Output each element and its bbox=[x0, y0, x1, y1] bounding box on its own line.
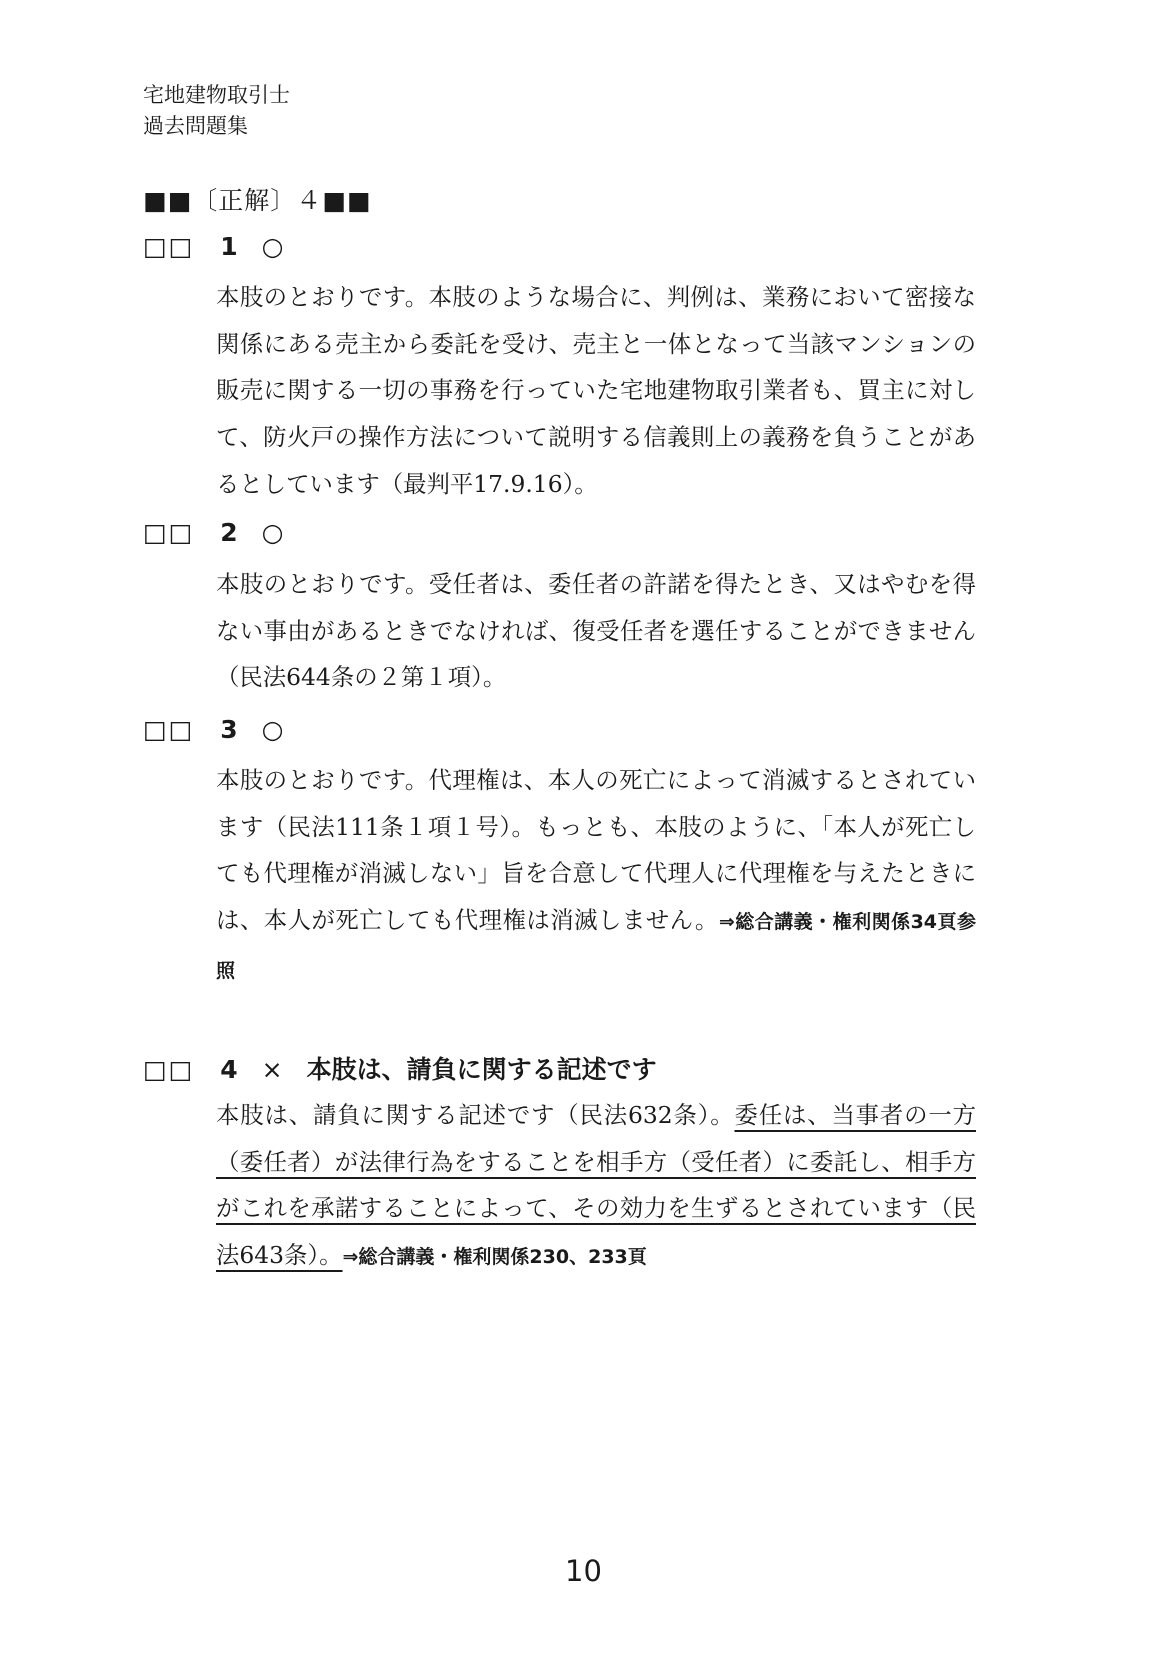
underlined-text: 委任は、当事者の一方（委任者）が法律行為をすることを相手方（受任者）に委託し、相手方がこれを承諾することによって、その効力を生ずるとされています（民法643条）。 bbox=[216, 1101, 977, 1270]
section-text: 本肢のとおりです。本肢のような場合に、判例は、業務において密接な関係にある売主から委託を受け、売主と一体となって当該マンションの販売に関する一切の事務を行っていた宅地建物取引業者も、買主に対して、防火戸の操作方法について説明する信義則上の義務を負うことがあるとしています（最判平17.9.16）。 bbox=[216, 283, 976, 498]
section-text: 本肢のとおりです。代理権は、本人の死亡によって消滅するとされています（民法111条１項１号）。もっとも、本肢のように、「本人が死亡しても代理権が消滅しない」旨を合意して代理人に代理権を与えたときには、本人が死亡しても代理権は消滅しません。 bbox=[216, 766, 977, 935]
correct-mark-icon: ○ bbox=[261, 715, 284, 744]
page-number: 10 bbox=[565, 1554, 602, 1588]
section-body-3 bbox=[216, 757, 976, 995]
section-title: 本肢は、請負に関する記述です bbox=[306, 1055, 657, 1084]
section-heading-4 bbox=[143, 1050, 657, 1086]
document-header bbox=[143, 80, 290, 142]
section-heading-2 bbox=[143, 518, 307, 547]
checkbox-marks: □□ bbox=[143, 232, 195, 261]
section-number: 1 bbox=[220, 232, 238, 261]
section-number: 3 bbox=[220, 715, 238, 744]
section-number: 2 bbox=[220, 518, 238, 547]
section-text: 本肢のとおりです。受任者は、委任者の許諾を得たとき、又はやむを得ない事由があるときでなければ、復受任者を選任することができません（民法644条の２第１項）。 bbox=[216, 570, 976, 692]
checkbox-marks: □□ bbox=[143, 518, 195, 547]
section-body-2 bbox=[216, 561, 976, 701]
checkbox-marks: □□ bbox=[143, 1055, 195, 1084]
reference-note: ⇒総合講義・権利関係230、233頁 bbox=[342, 1246, 647, 1269]
section-number: 4 bbox=[220, 1055, 238, 1084]
reference-note: ⇒総合講義・権利関係34頁参照 bbox=[216, 911, 976, 982]
correct-mark-icon: ○ bbox=[261, 232, 284, 261]
section-body-4 bbox=[216, 1092, 976, 1281]
checkbox-marks: □□ bbox=[143, 715, 195, 744]
header-line-2: 過去問題集 bbox=[143, 114, 248, 138]
section-text: 本肢は、請負に関する記述です（民法632条）。 bbox=[216, 1101, 735, 1129]
answer-line: ■■〔正解〕４■■ bbox=[143, 186, 372, 215]
section-body-1 bbox=[216, 274, 976, 508]
section-heading-3 bbox=[143, 715, 307, 744]
header-line-1: 宅地建物取引士 bbox=[143, 83, 290, 107]
incorrect-mark-icon: × bbox=[261, 1055, 283, 1084]
correct-mark-icon: ○ bbox=[261, 518, 284, 547]
section-heading-1 bbox=[143, 232, 307, 261]
